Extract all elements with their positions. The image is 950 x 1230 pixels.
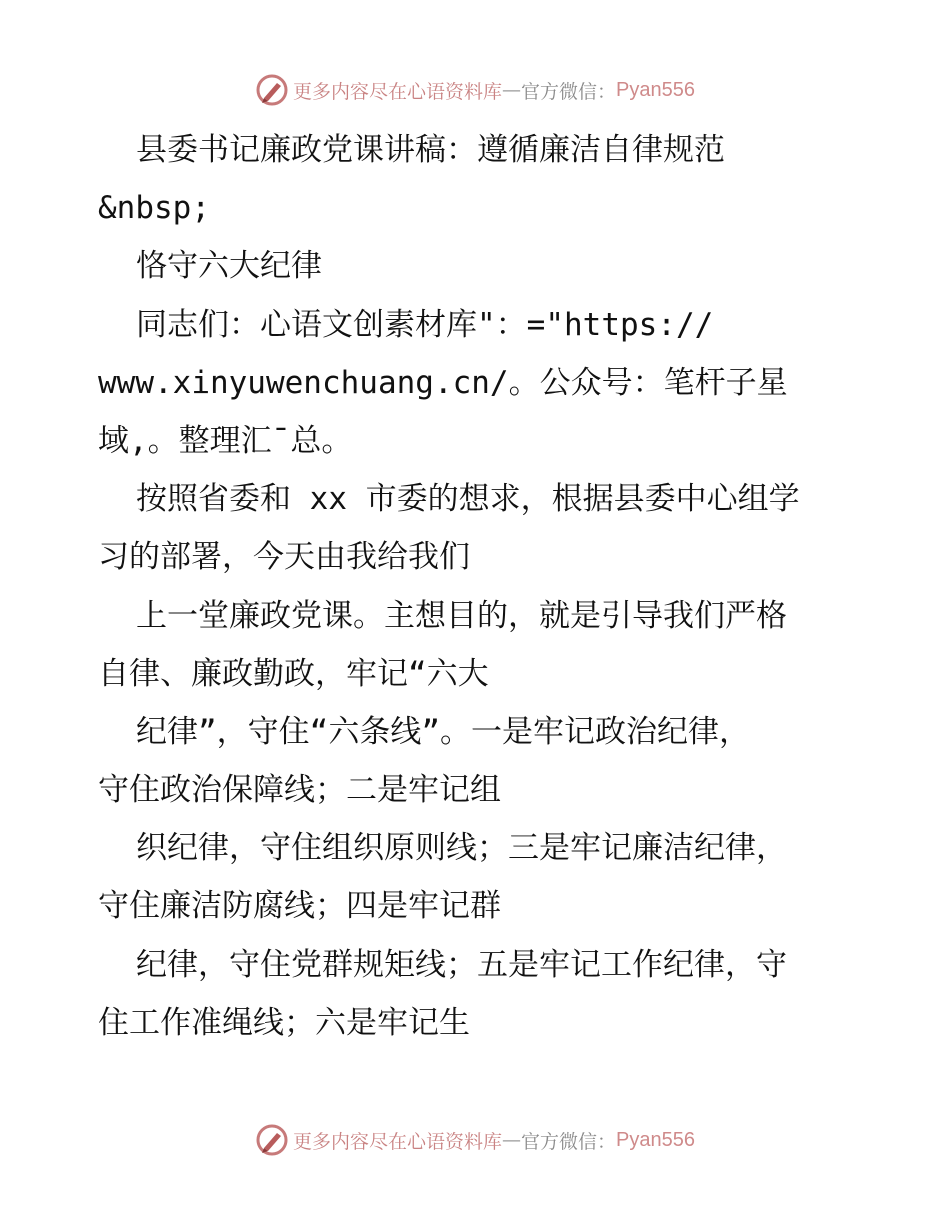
text-line: 守住政治保障线；二是牢记组 — [98, 772, 501, 809]
text-line: 同志们：心语文创素材库"：="https:// — [136, 306, 714, 343]
watermark-dash: — — [502, 79, 522, 101]
document-body — [98, 121, 868, 1052]
watermark-contact-label: 官方微信： — [521, 80, 617, 103]
text-line: 纪律”，守住“六条线”。一是牢记政治纪律， — [136, 713, 750, 750]
header-watermark — [0, 70, 950, 110]
document-title-line-2: 恪守六大纪律 — [136, 248, 322, 285]
text-line: www.xinyuwenchuang.cn/。公众号：笔杆子星 — [98, 364, 788, 401]
watermark-contact-id: Pyan556 — [616, 78, 695, 101]
text-line: 习的部署，今天由我给我们 — [98, 539, 470, 576]
watermark-contact-id: Pyan556 — [616, 1128, 695, 1151]
document-title-line-1: 县委书记廉政党课讲稿：遵循廉洁自律规范 — [136, 132, 725, 168]
watermark-dash: — — [502, 1129, 522, 1151]
watermark-contact-label: 官方微信： — [521, 1130, 617, 1153]
text-line: 按照省委和 xx 市委的想求，根据县委中心组学 — [136, 481, 800, 518]
text-line: 守住廉洁防腐线；四是牢记群 — [98, 888, 501, 925]
watermark-site-text: 更多内容尽在心语资料库 — [293, 1130, 503, 1153]
footer-watermark — [0, 1120, 950, 1160]
text-line: 纪律，守住党群规矩线；五是牢记工作纪律，守 — [136, 946, 787, 983]
text-line: 自律、廉政勤政，牢记“六大 — [98, 655, 489, 692]
pen-logo-icon — [255, 73, 289, 107]
text-line: 住工作准绳线；六是牢记生 — [98, 1004, 470, 1041]
text-line: 上一堂廉政党课。主想目的，就是引导我们严格 — [136, 597, 787, 634]
pen-logo-icon — [255, 1123, 289, 1157]
text-line: &nbsp; — [98, 190, 210, 227]
watermark-site-text: 更多内容尽在心语资料库 — [293, 80, 503, 103]
text-line: 织纪律，守住组织原则线；三是牢记廉洁纪律， — [136, 830, 787, 867]
text-line: 域,。整理汇¯总。 — [98, 422, 353, 459]
